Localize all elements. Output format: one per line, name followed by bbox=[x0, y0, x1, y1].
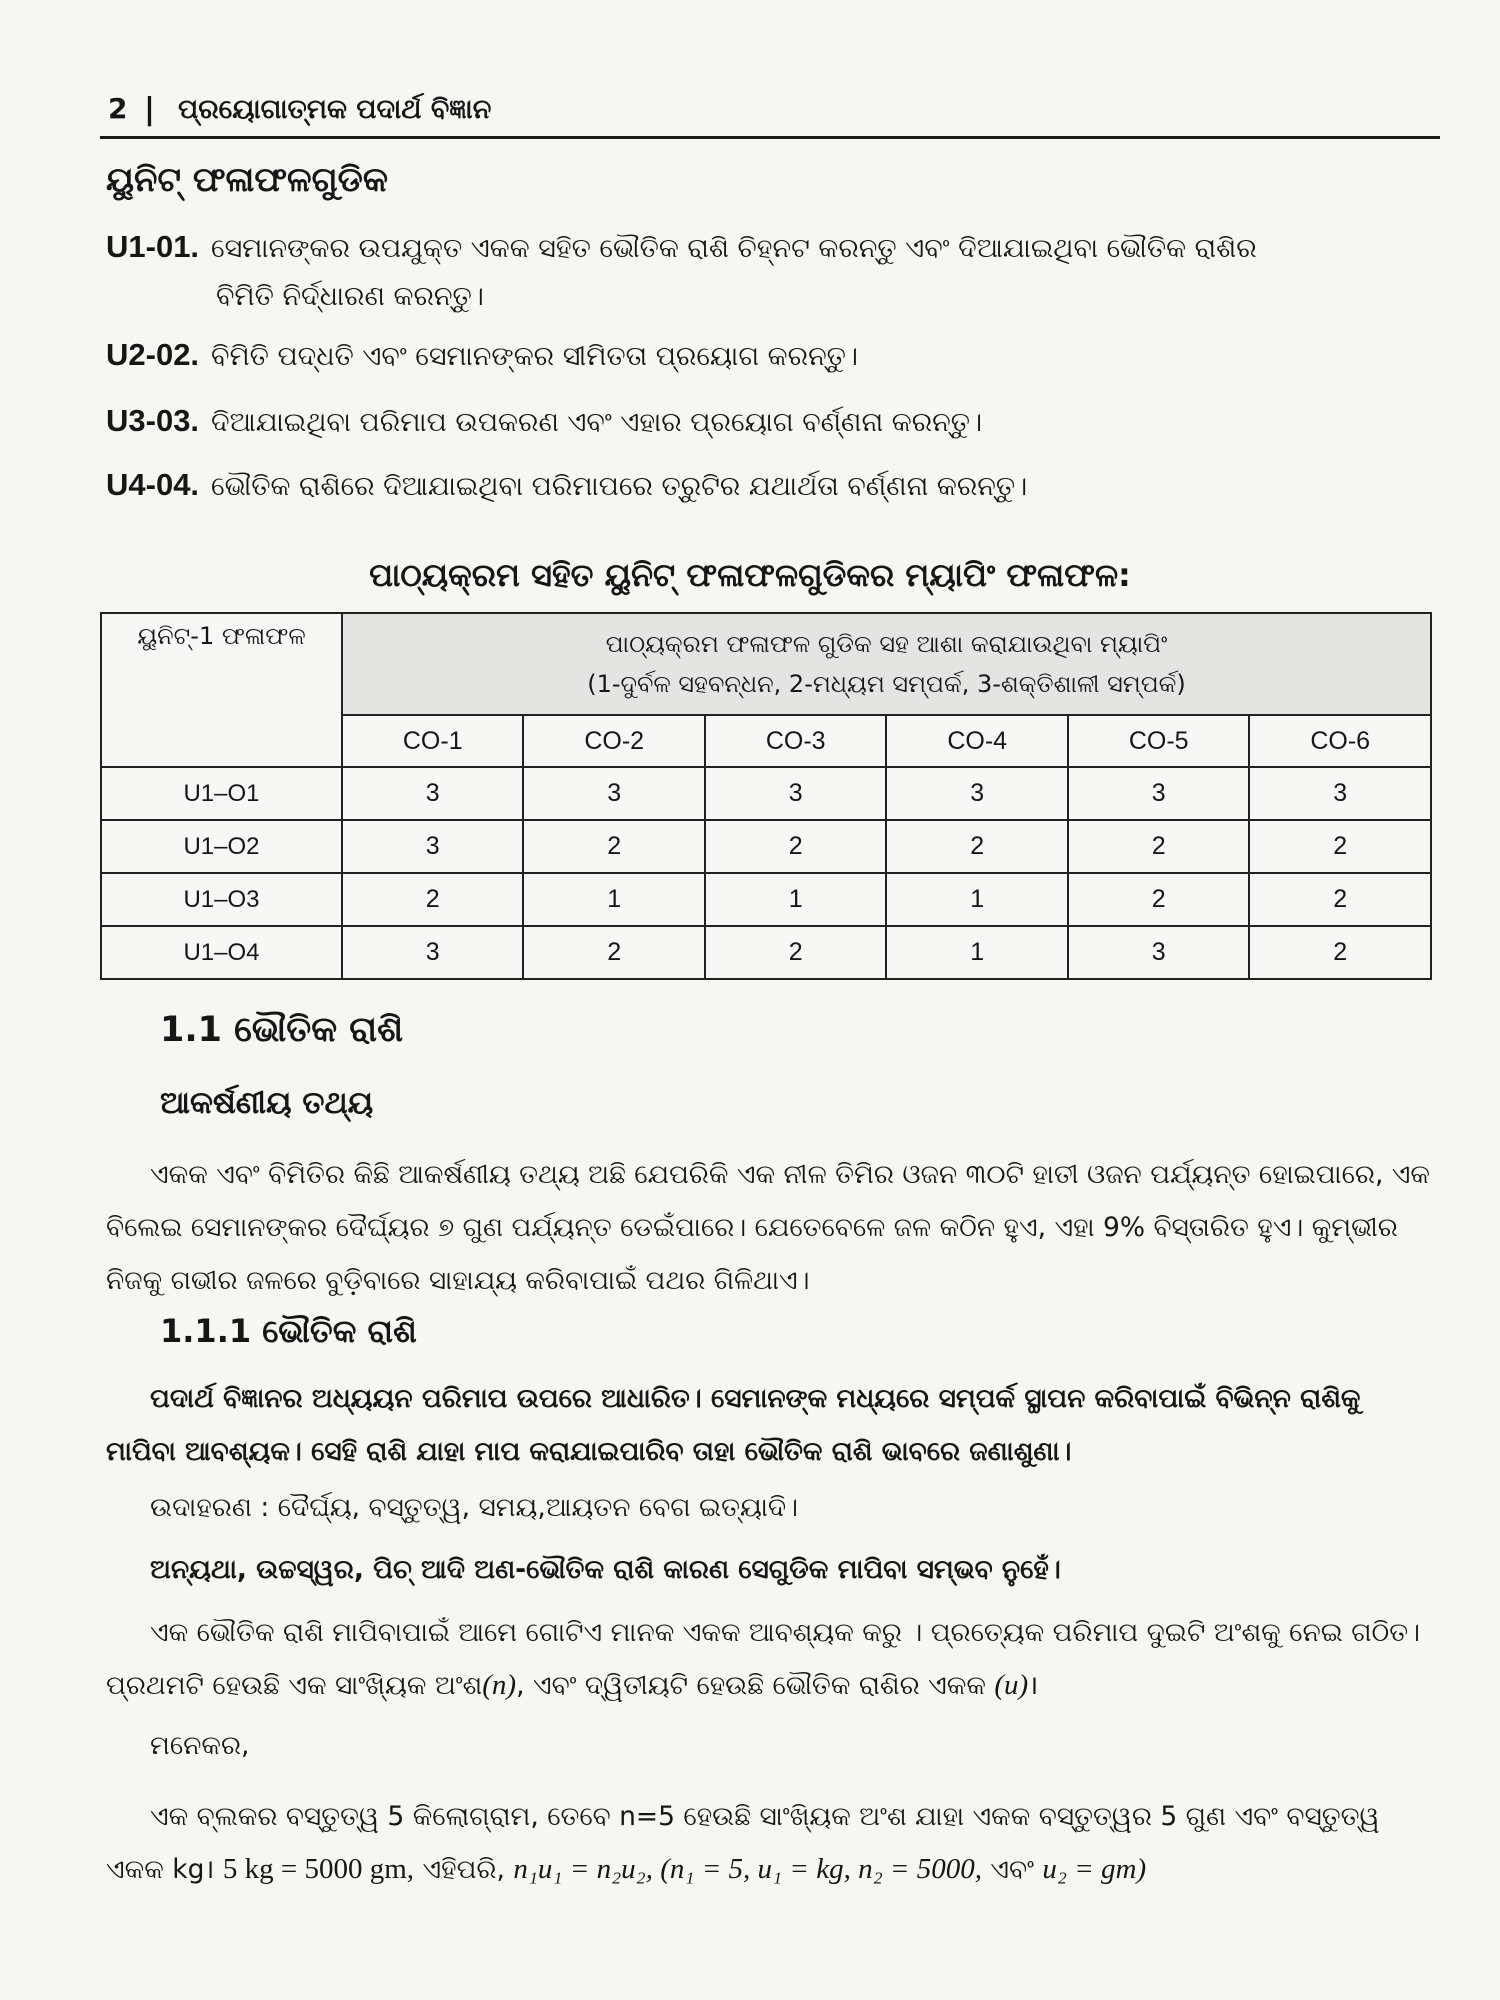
table-cell: 1 bbox=[705, 873, 886, 926]
table-cell: 3 bbox=[342, 820, 523, 873]
table-cell: 3 bbox=[342, 926, 523, 979]
row-header: ୟୁନିଟ୍-1 ଫଳାଫଳ bbox=[101, 613, 342, 767]
unit-outcomes-heading: ୟୁନିଟ୍ ଫଳାଫଳଗୁଡିକ bbox=[106, 160, 389, 200]
table-cell: 2 bbox=[1249, 873, 1431, 926]
column-header: CO-3 bbox=[705, 715, 886, 767]
equation-3: u₂ = gm) bbox=[1042, 1853, 1147, 1885]
example-paragraph bbox=[106, 1790, 1432, 1896]
outcome-text: ସେମାନଙ୍କର ଉପଯୁକ୍ତ ଏକକ ସହିତ ଭୌତିକ ରାଶି ଚିହ୍ନଟ କରନ୍ତୁ ଏବଂ ଦିଆଯାଇଥିବା ଭୌତିକ ରାଶିର bbox=[211, 233, 1257, 264]
measurement-text: ଏକ ଭୌତିକ ରାଶି ମାପିବାପାଇଁ ଆମେ ଗୋଟିଏ ମାନକ ଏକକ ଆବଶ୍ୟକ କରୁ । ପ୍ରତ୍ୟେକ ପରିମାପ ଦୁଇଟି ଅଂଶକୁ ନେଇ ଗଠିତ। ପ୍ରଥମଟି ହେଉଛି ଏକ ସାଂଖ୍ୟିକ ଅଂଶ bbox=[106, 1617, 1421, 1701]
outcome-text: ଦିଆଯାଇଥିବା ପରିମାପ ଉପକରଣ ଏବଂ ଏହାର ପ୍ରୟୋଗ ବର୍ଣ୍ଣନା କରନ୍ତୁ। bbox=[211, 407, 983, 438]
example-text-2: ବସ୍ତୁତ୍ୱ ଏକକ kg। bbox=[106, 1801, 1380, 1885]
outcome-item bbox=[106, 330, 1446, 382]
mapping-header-line1: ପାଠ୍ୟକ୍ରମ ଫଳାଫଳ ଗୁଡିକ ସହ ଆଶା କରାଯାଉଥିବା ମ୍ୟାପିଂ bbox=[605, 630, 1168, 658]
facts-subheading: ଆକର୍ଷଣୀୟ ତଥ୍ୟ bbox=[160, 1085, 374, 1121]
table-cell: 2 bbox=[705, 820, 886, 873]
table-cell: 2 bbox=[1249, 926, 1431, 979]
example-line: ଉଦାହରଣ : ଦୈର୍ଘ୍ୟ, ବସ୍ତୁତ୍ୱ, ସମୟ,ଆୟତନ ବେଗ ଇତ୍ୟାଦି। bbox=[150, 1492, 799, 1523]
table-row bbox=[101, 926, 1431, 979]
table-cell: 2 bbox=[523, 820, 704, 873]
table-cell: 2 bbox=[705, 926, 886, 979]
table-cell: 3 bbox=[342, 767, 523, 820]
table-cell: 2 bbox=[342, 873, 523, 926]
table-cell: 2 bbox=[886, 820, 1067, 873]
measurement-text-3: । bbox=[1028, 1670, 1039, 1701]
outcome-item bbox=[106, 396, 1446, 448]
outcome-code: U2-02. bbox=[106, 337, 200, 372]
column-header: CO-5 bbox=[1068, 715, 1249, 767]
table-cell: 2 bbox=[523, 926, 704, 979]
header-separator: | bbox=[144, 92, 155, 127]
outcome-code: U3-03. bbox=[106, 403, 200, 438]
book-title: ପ୍ରୟୋଗାତ୍ମକ ପଦାର୍ଥ ବିଜ୍ଞାନ bbox=[178, 94, 492, 125]
outcome-item bbox=[106, 460, 1446, 512]
table-cell: 1 bbox=[523, 873, 704, 926]
ebang-text: ଏବଂ bbox=[990, 1854, 1034, 1885]
row-label: U1–O2 bbox=[101, 820, 342, 873]
table-cell: 3 bbox=[1068, 926, 1249, 979]
column-header: CO-6 bbox=[1249, 715, 1431, 767]
table-cell: 3 bbox=[523, 767, 704, 820]
outcome-text: ବିମିତି ପଦ୍ଧତି ଏବଂ ସେମାନଙ୍କର ସୀମିତତା ପ୍ରୟୋଗ କରନ୍ତୁ। bbox=[211, 341, 859, 372]
mapping-header-line2: (1-ଦୁର୍ବଳ ସହବନ୍ଧନ, 2-ମଧ୍ୟମ ସମ୍ପର୍କ, 3-ଶକ୍ତିଶାଳୀ ସମ୍ପର୍କ) bbox=[587, 670, 1186, 698]
table-cell: 3 bbox=[1249, 767, 1431, 820]
row-label: U1–O3 bbox=[101, 873, 342, 926]
column-header: CO-1 bbox=[342, 715, 523, 767]
table-cell: 2 bbox=[1068, 820, 1249, 873]
table-cell: 1 bbox=[886, 926, 1067, 979]
table-row bbox=[101, 873, 1431, 926]
outcome-text: ଭୌତିକ ରାଶିରେ ଦିଆଯାଇଥିବା ପରିମାପରେ ତ୍ରୁଟିର ଯଥାର୍ଥତା ବର୍ଣ୍ଣନା କରନ୍ତୁ। bbox=[211, 471, 1028, 502]
section-heading-1-1: 1.1 ଭୌତିକ ରାଶି bbox=[160, 1010, 404, 1050]
example-text: ଏକ ବ୍ଲକର ବସ୍ତୁତ୍ୱ 5 କିଲୋଗ୍ରାମ, ତେବେ n=5 ହେଉଛି ସାଂଖ୍ୟିକ ଅଂଶ ଯାହା ଏକକ ବସ୍ତୁତ୍ୱର 5 ଗୁଣ ଏବଂ bbox=[150, 1801, 1278, 1832]
outcome-code: U1-01. bbox=[106, 229, 200, 264]
measurement-text-2: , ଏବଂ ଦ୍ୱିତୀୟଟି ହେଉଛି ଭୌତିକ ରାଶିର ଏକକ bbox=[516, 1670, 986, 1701]
table-cell: 3 bbox=[705, 767, 886, 820]
page-header bbox=[100, 92, 1440, 139]
mapping-header bbox=[342, 613, 1431, 715]
facts-paragraph: ଏକକ ଏବଂ ବିମିତିର କିଛି ଆକର୍ଷଣୀୟ ତଥ୍ୟ ଅଛି ଯେପରିକି ଏକ ନୀଳ ତିମିର ଓଜନ ୩୦ଟି ହାତୀ ଓଜନ ପର୍ଯ୍ୟନ୍ତ ହୋଇପାରେ, ଏକ ବିଲେଇ ସେମାନଙ୍କର ଦୈର୍ଘ୍ୟର ୭ ଗୁଣ ପର୍ଯ୍ୟନ୍ତ ଡେଇଁପାରେ। ଯେତେବେଳେ ଜଳ କଠିନ ହୁଏ, ଏହା 9% ବିସ୍ତାରିତ ହୁଏ। କୁମ୍ଭୀର ନିଜକୁ ଗଭୀର ଜଳରେ ବୁଡ଼ିବାରେ ସାହାଯ୍ୟ କରିବାପାଇଁ ପଥର ଗିଳିଥାଏ। bbox=[106, 1159, 1431, 1296]
symbol-u: (u) bbox=[994, 1669, 1029, 1701]
ehipari-text: ଏହିପରି, bbox=[422, 1854, 505, 1885]
suppose-line: ମନେକର, bbox=[150, 1730, 250, 1761]
outcome-code: U4-04. bbox=[106, 467, 200, 502]
symbol-n: (n) bbox=[482, 1669, 517, 1701]
table-cell: 2 bbox=[1068, 873, 1249, 926]
outcome-text-continued: ବିମିତି ନିର୍ଦ୍ଧାରଣ କରନ୍ତୁ। bbox=[216, 281, 484, 312]
table-cell: 3 bbox=[1068, 767, 1249, 820]
row-label: U1–O4 bbox=[101, 926, 342, 979]
page-number: 2 bbox=[108, 92, 128, 125]
table-cell: 1 bbox=[886, 873, 1067, 926]
table-row bbox=[101, 820, 1431, 873]
equation-1: 5 kg = 5000 gm, bbox=[222, 1853, 415, 1885]
nonphysical-line: ଅନ୍ୟଥା, ଉଚ୍ଚସ୍ୱର, ପିଚ୍ ଆଦି ଅଣ-ଭୌତିକ ରାଶି କାରଣ ସେଗୁଡିକ ମାପିବା ସମ୍ଭବ ନୁହେଁ। bbox=[150, 1554, 1061, 1585]
equation-2: n₁u₁ = n₂u₂, (n₁ = 5, u₁ = kg, n₂ = 5000, bbox=[513, 1853, 982, 1885]
table-cell: 3 bbox=[886, 767, 1067, 820]
table-row bbox=[101, 767, 1431, 820]
definition-paragraph: ପଦାର୍ଥ ବିଜ୍ଞାନର ଅଧ୍ୟୟନ ପରିମାପ ଉପରେ ଆଧାରିତ। ସେମାନଙ୍କ ମଧ୍ୟରେ ସମ୍ପର୍କ ସ୍ଥାପନ କରିବାପାଇଁ ବିଭିନ୍ନ ରାଶିକୁ ମାପିବା ଆବଶ୍ୟକ। ସେହି ରାଶି ଯାହା ମାପ କରାଯାଇପାରିବ ତାହା ଭୌତିକ ରାଶି ଭାବରେ ଜଣାଶୁଣା। bbox=[106, 1383, 1361, 1467]
table-cell: 2 bbox=[1249, 820, 1431, 873]
column-header: CO-2 bbox=[523, 715, 704, 767]
row-label: U1–O1 bbox=[101, 767, 342, 820]
section-heading-1-1-1: 1.1.1 ଭୌତିକ ରାଶି bbox=[160, 1312, 417, 1350]
mapping-table bbox=[100, 612, 1432, 980]
table-caption: ପାଠ୍ୟକ୍ରମ ସହିତ ୟୁନିଟ୍ ଫଳାଫଳଗୁଡିକର ମ୍ୟାପିଂ ଫଳାଫଳ: bbox=[369, 556, 1131, 594]
measurement-paragraph bbox=[106, 1606, 1432, 1712]
column-header: CO-4 bbox=[886, 715, 1067, 767]
outcome-item bbox=[106, 222, 1446, 312]
